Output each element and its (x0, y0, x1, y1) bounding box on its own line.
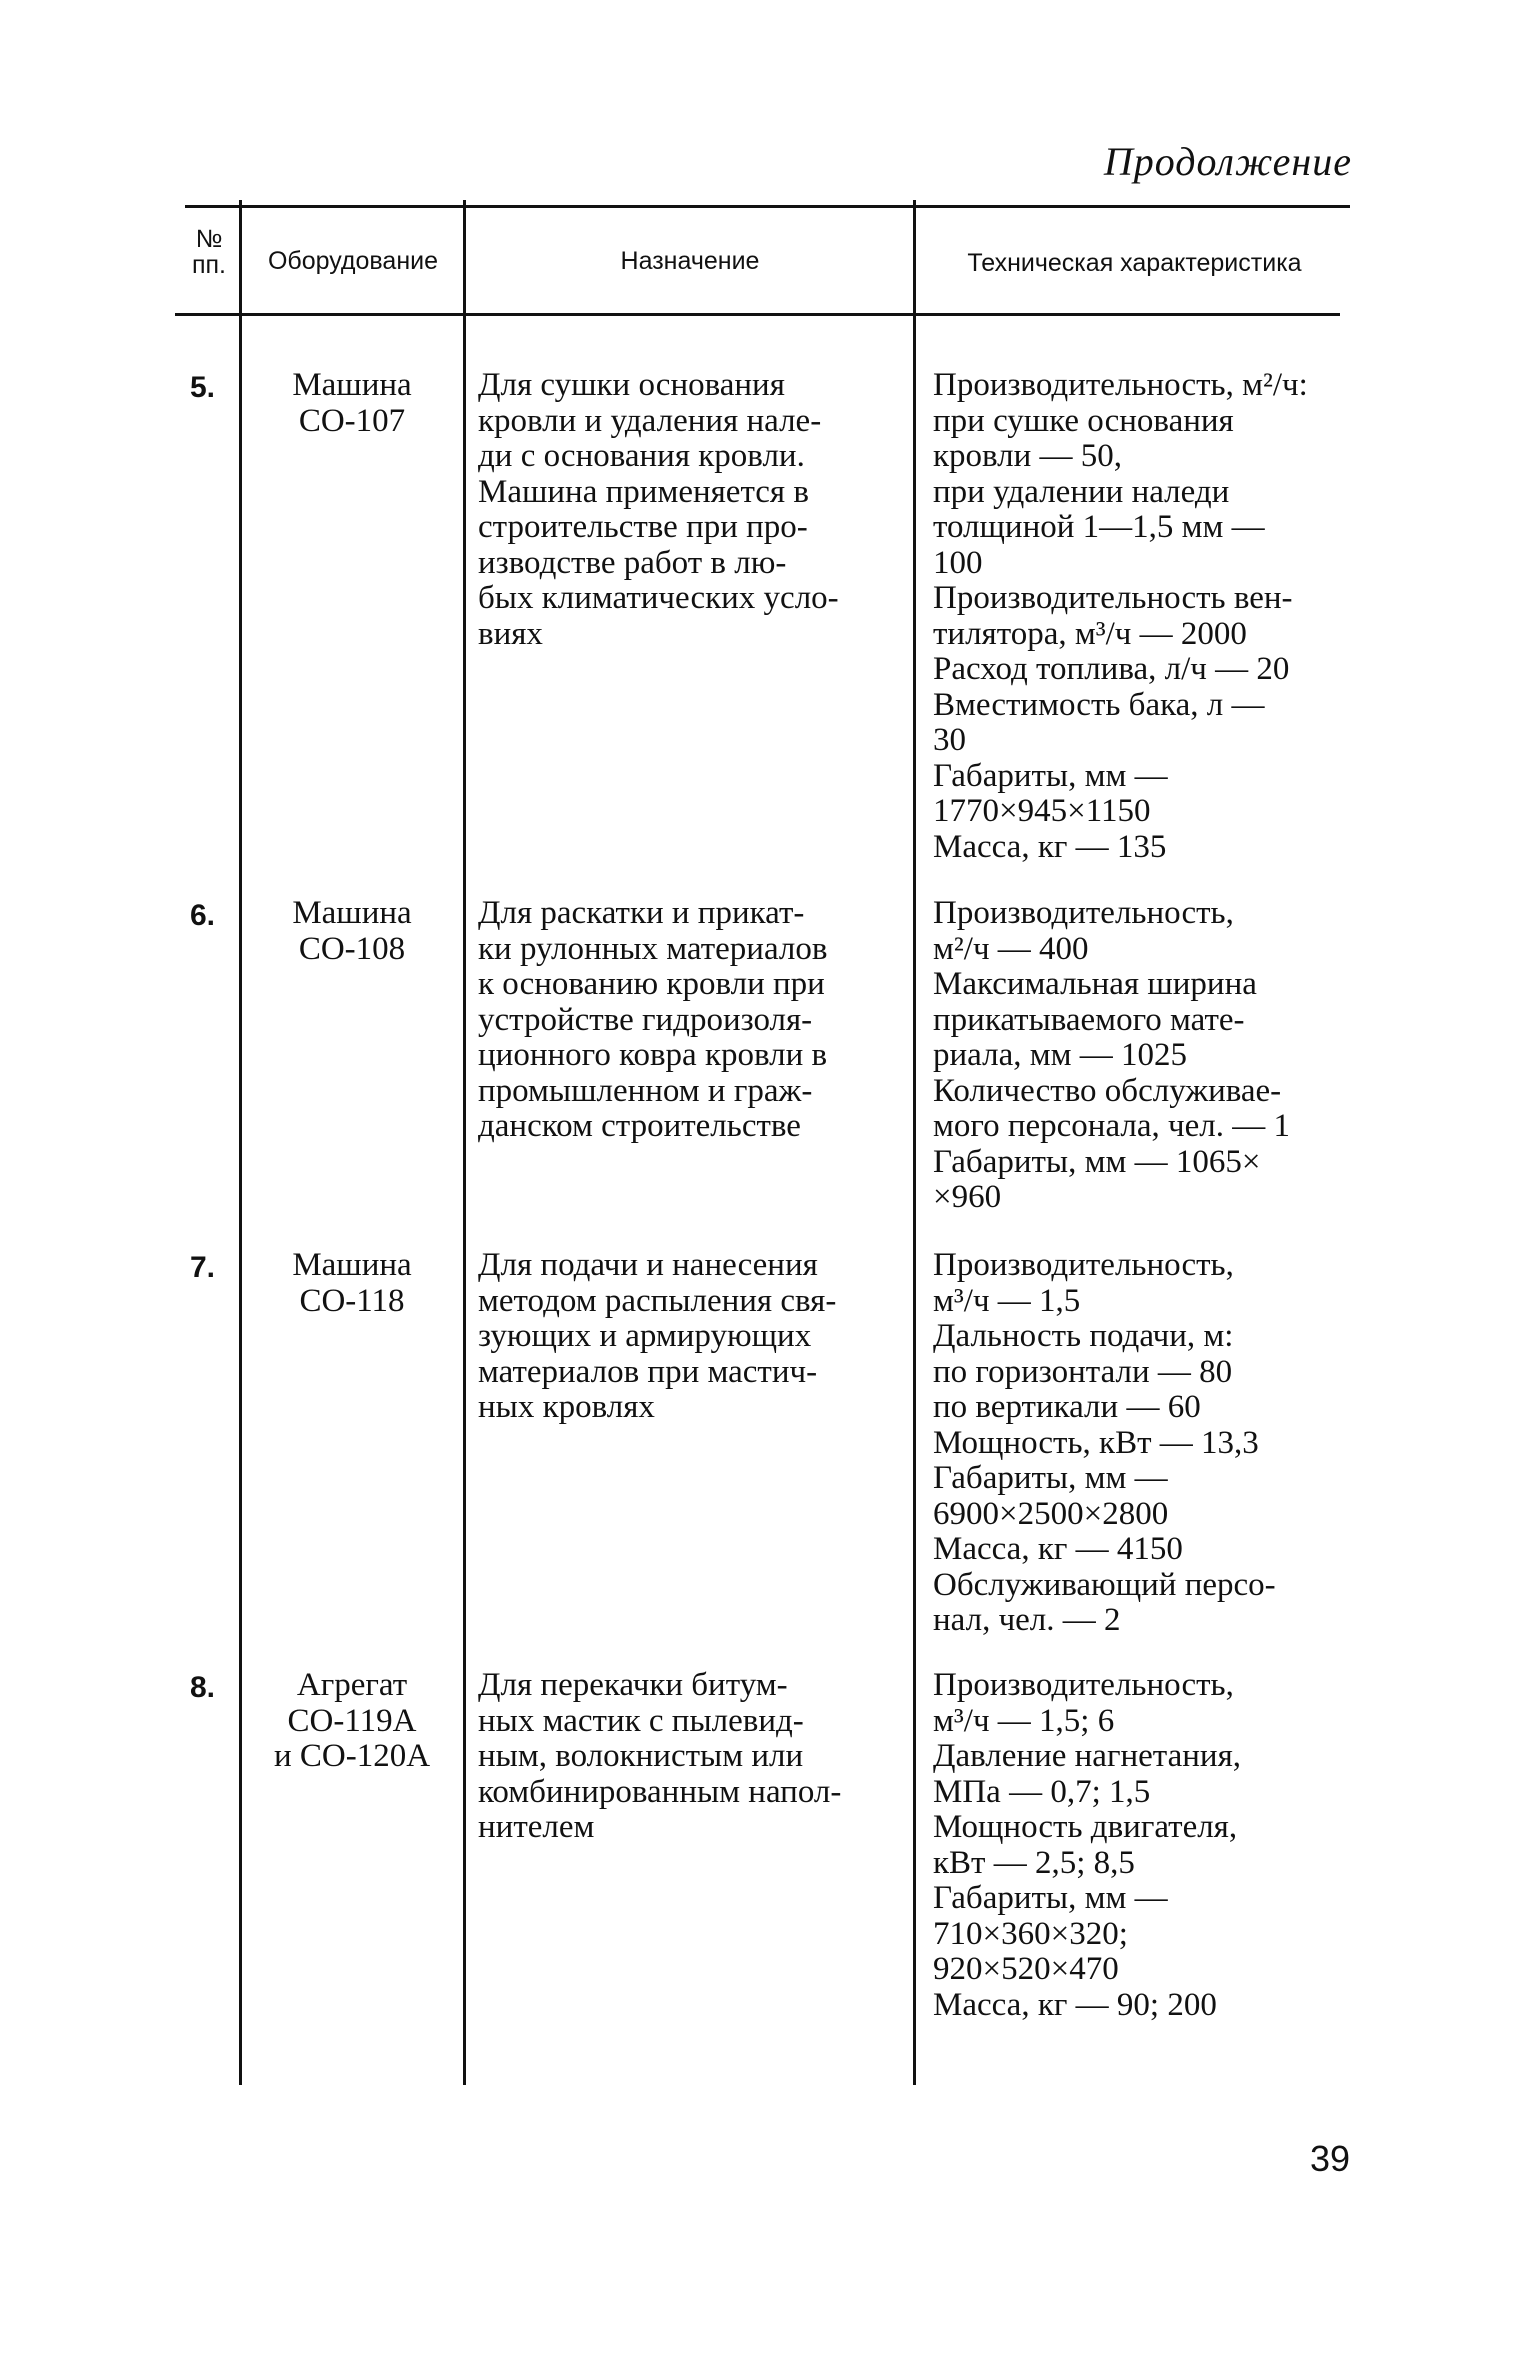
row-purpose: Для раскатки и прикат- ки рулонных материалов к основанию кровли при устройстве гидроизоля- ционного ковра кровли в промышленном и граж- данском строительстве (478, 895, 828, 1144)
header-top-rule (185, 205, 1350, 208)
row-specs: Производительность, м²/ч: при сушке основания кровли — 50, при удалении наледи толщиной 1—1,5 мм — 100 Производительность вен- тилятора, м³/ч — 2000 Расход топлива, л/ч — 20 Вместимость бака, л — 30 Габариты, мм — 1770×945×1150 Масса, кг — 135 (933, 367, 1308, 865)
row-number: 6. (190, 899, 216, 932)
row-number: 8. (190, 1671, 216, 1704)
row-number: 7. (190, 1251, 216, 1284)
row-specs: Производительность, м³/ч — 1,5; 6 Давление нагнетания, МПа — 0,7; 1,5 Мощность двигателя, кВт — 2,5; 8,5 Габариты, мм — 710×360×320; 920×520×470 Масса, кг — 90; 200 (933, 1667, 1242, 2023)
page-number: 39 (1310, 2138, 1351, 2179)
header-bottom-rule (175, 313, 1340, 316)
row-equipment: Агрегат СО-119А и СО-120А (273, 1667, 431, 1774)
header-purpose: Назначение (620, 247, 760, 275)
header-number: № пп. (191, 225, 227, 279)
row-equipment: Машина СО-107 (292, 367, 412, 439)
row-specs: Производительность, м³/ч — 1,5 Дальность подачи, м: по горизонтали — 80 по вертикали — 60 Мощность, кВт — 13,3 Габариты, мм — 6900×2500×2800 Масса, кг — 4150 Обслуживающий персо- нал, чел. — 2 (933, 1247, 1276, 1638)
column-divider-2 (463, 200, 466, 2085)
row-number: 5. (190, 371, 216, 404)
row-purpose: Для сушки основания кровли и удаления нале- ди с основания кровли. Машина применяется в строительстве при про- изводстве работ в лю- бых климатических усло- виях (478, 367, 839, 652)
column-divider-3 (913, 200, 916, 2085)
continued-label: Продолжение (1103, 139, 1352, 184)
header-equipment: Оборудование (267, 247, 439, 275)
row-purpose: Для подачи и нанесения методом распыления свя- зующих и армирующих материалов при мастич- ных кровлях (478, 1247, 837, 1425)
header-specs: Техническая характеристика (967, 249, 1302, 277)
column-divider-1 (239, 200, 242, 2085)
row-equipment: Машина СО-108 (292, 895, 412, 967)
row-equipment: Машина СО-118 (292, 1247, 412, 1319)
row-purpose: Для перекачки битум- ных мастик с пылевид- ным, волокнистым или комбинированным напол- нителем (478, 1667, 842, 1845)
row-specs: Производительность, м²/ч — 400 Максимальная ширина прикатываемого мате- риала, мм — 1025 Количество обслуживае- мого персонала, чел. — 1 Габариты, мм — 1065× ×960 (933, 895, 1290, 1215)
